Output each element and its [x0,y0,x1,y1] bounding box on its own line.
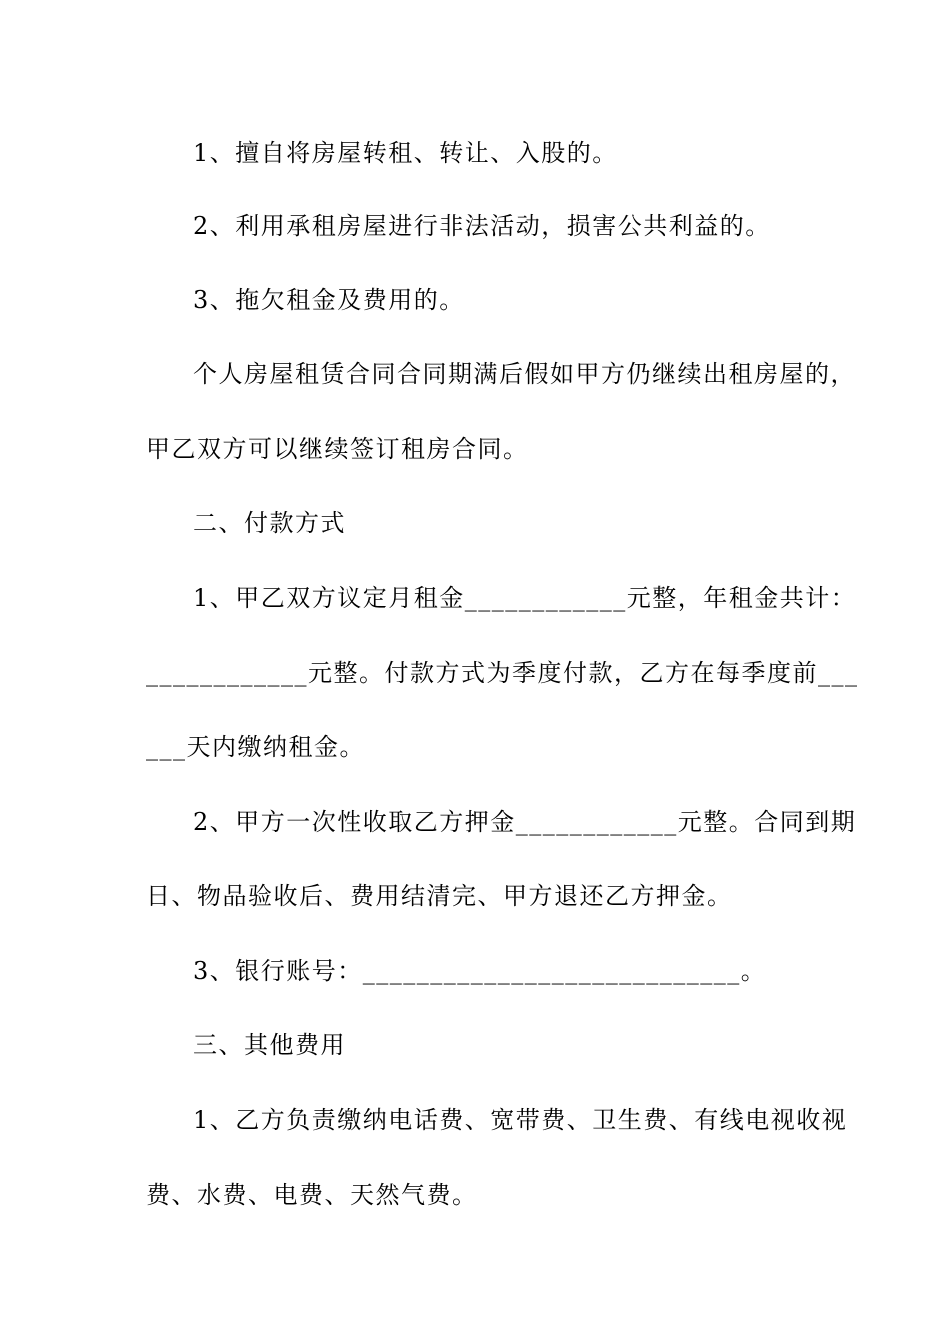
paragraph-line: 甲乙双方可以继续签订租房合同。 [146,435,529,463]
clause-line: 1、擅自将房屋转租、转让、入股的。 [193,139,618,167]
clause-line: 1、乙方负责缴纳电话费、宽带费、卫生费、有线电视收视 [193,1106,848,1134]
clause-line: 1、甲乙双方议定月租金____________元整，年租金共计： [193,584,857,612]
clause-line: 费、水费、电费、天然气费。 [146,1181,478,1209]
clause-line: 2、利用承租房屋进行非法活动，损害公共利益的。 [193,212,771,240]
clause-line: 3、银行账号：____________________________。 [193,957,767,985]
section-heading: 三、其他费用 [193,1031,346,1059]
clause-line: ____________元整。付款方式为季度付款，乙方在每季度前___ [146,659,859,687]
clause-line: 2、甲方一次性收取乙方押金____________元整。合同到期 [193,808,857,836]
paragraph-line: 个人房屋租赁合同合同期满后假如甲方仍继续出租房屋的， [193,360,856,388]
clause-line: 3、拖欠租金及费用的。 [193,286,465,314]
clause-line: 日、物品验收后、费用结清完、甲方退还乙方押金。 [146,882,733,910]
clause-line: ___天内缴纳租金。 [146,733,365,761]
section-heading: 二、付款方式 [193,509,346,537]
